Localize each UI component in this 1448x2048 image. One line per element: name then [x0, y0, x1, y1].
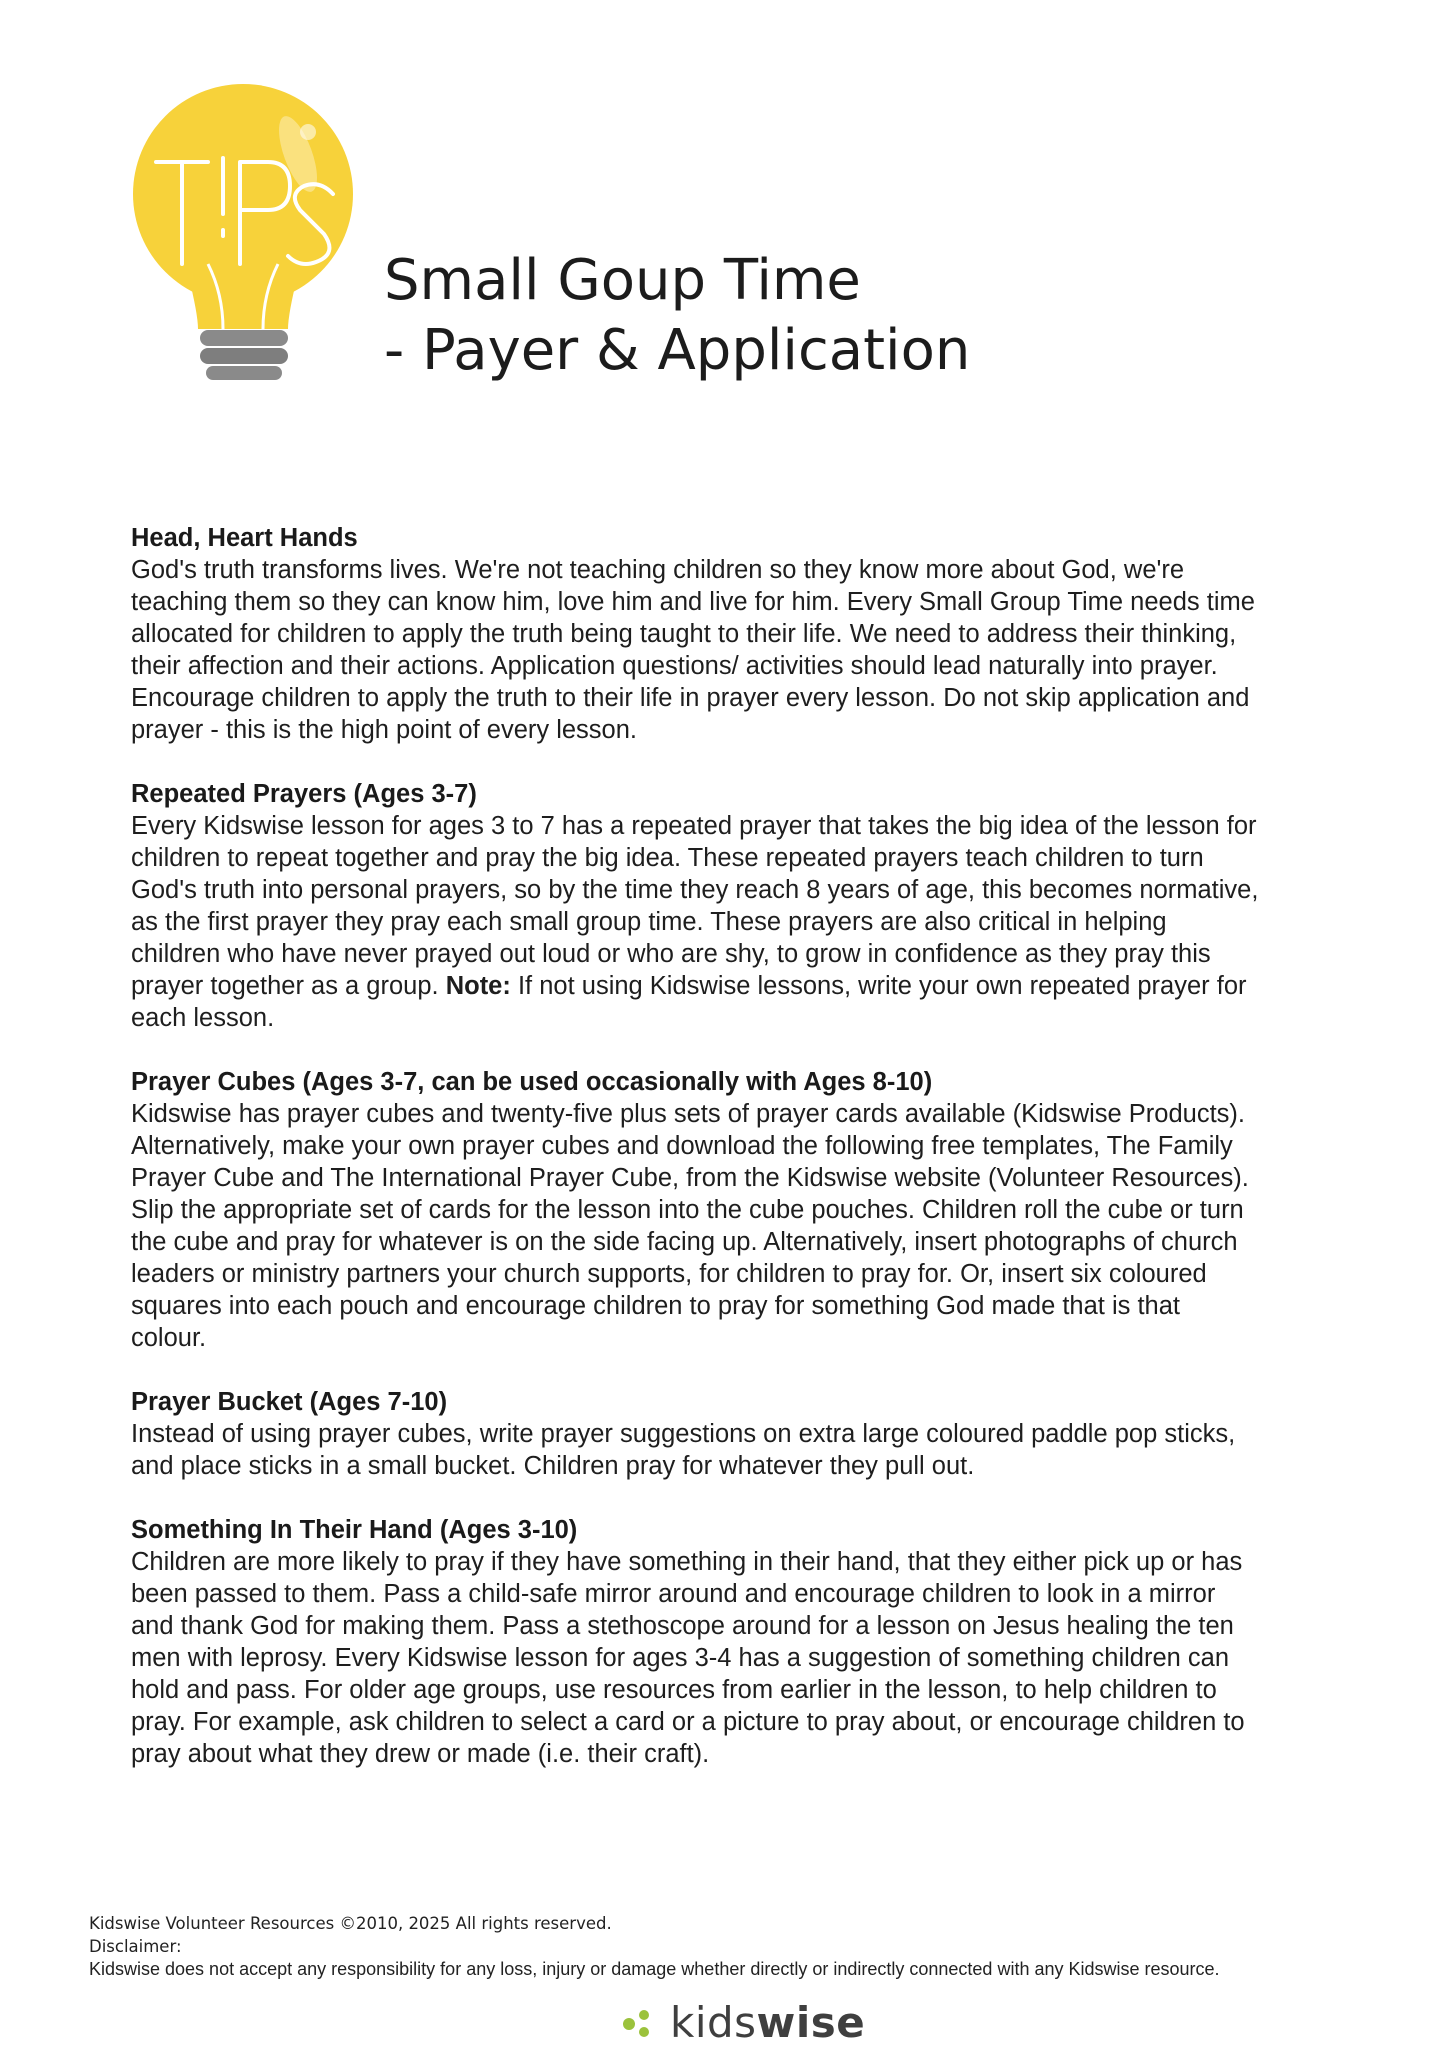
wordmark-bold: wise [756, 1998, 866, 2047]
title-line-2: - Payer & Application [384, 318, 971, 383]
disclaimer-text: Kidswise does not accept any responsibility for any loss, injury or damage whether directly or indirectly connected with any Kidswise resource. [89, 1959, 1220, 1979]
section-heading: Prayer Cubes (Ages 3-7, can be used occasionally with Ages 8-10) [131, 1068, 933, 1096]
title-line-1: Small Goup Time [384, 248, 861, 313]
section-heading: Prayer Bucket (Ages 7-10) [131, 1388, 448, 1416]
note-label: Note: [445, 972, 511, 1000]
section-head-heart-hands [131, 522, 1261, 746]
tips-lightbulb-logo [128, 84, 358, 384]
kidswise-logo [620, 1998, 865, 2048]
section-body: Instead of using prayer cubes, write prayer suggestions on extra large coloured paddle pop sticks, and place sticks in a small bucket. Children pray for whatever they pull out. [131, 1420, 1236, 1480]
section-something-in-their-hand [131, 1514, 1261, 1770]
page-title [384, 246, 970, 386]
section-body: Children are more likely to pray if they have something in their hand, that they either pick up or has been passed to them. Pass a child-safe mirror around and encourage children to look in a mirror and thank God for making them. Pass a stethoscope around for a lesson on Jesus healing the ten men with leprosy. Every Kidswise lesson for ages 3-4 has a suggestion of something children can hold and pass. For older age groups, use resources from earlier in the lesson, to help children to pray. For example, ask children to select a card or a picture to pray about, or encourage children to pray about what they drew or made (i.e. their craft). [131, 1548, 1245, 1768]
page-footer [89, 1912, 1220, 1981]
copyright-notice: Kidswise Volunteer Resources ©2010, 2025 All rights reserved. [89, 1914, 612, 1933]
kidswise-wordmark [670, 2000, 865, 2046]
note-text: If not using Kidswise lessons, write your own repeated prayer for each lesson. [131, 972, 1247, 1032]
section-prayer-bucket [131, 1386, 1261, 1482]
section-body-text: Every Kidswise lesson for ages 3 to 7 has a repeated prayer that takes the big idea of the lesson for children to repeat together and pray the big idea. These repeated prayers teach children to turn God's truth into personal prayers, so by the time they reach 8 years of age, this becomes normative, as the first prayer they pray each small group time. These prayers are also critical in helping children who have never prayed out loud or who are shy, to grow in confidence as they pray this prayer together as a group. [131, 812, 1259, 1000]
disclaimer-label: Disclaimer: [89, 1937, 182, 1956]
section-heading: Something In Their Hand (Ages 3-10) [131, 1516, 578, 1544]
kidswise-dots-icon [620, 2003, 664, 2043]
tips-content [131, 522, 1261, 1802]
section-body: God's truth transforms lives. We're not teaching children so they know more about God, we're teaching them so they can know him, love him and live for him. Every Small Group Time needs time allocated for children to apply the truth being taught to their life. We need to address their thinking, their affection and their actions. Application questions/ activities should lead naturally into prayer. Encourage children to apply the truth to their life in prayer every lesson. Do not skip application and prayer - this is the high point of every lesson. [131, 556, 1255, 744]
section-heading: Repeated Prayers (Ages 3-7) [131, 780, 477, 808]
section-prayer-cubes [131, 1066, 1261, 1354]
wordmark-light: kids [670, 1998, 757, 2047]
section-repeated-prayers [131, 778, 1261, 1034]
section-heading: Head, Heart Hands [131, 524, 358, 552]
section-body [131, 810, 1261, 1034]
section-body: Kidswise has prayer cubes and twenty-five plus sets of prayer cards available (Kidswise Products). Alternatively, make your own prayer cubes and download the following free templates, The Family Prayer Cube and The International Prayer Cube, from the Kidswise website (Volunteer Resources). Slip the appropriate set of cards for the lesson into the cube pouches. Children roll the cube or turn the cube and pray for whatever is on the side facing up. Alternatively, insert photographs of church leaders or ministry partners your church supports, for children to pray for. Or, insert six coloured squares into each pouch and encourage children to pray for something God made that is that colour. [131, 1100, 1249, 1352]
